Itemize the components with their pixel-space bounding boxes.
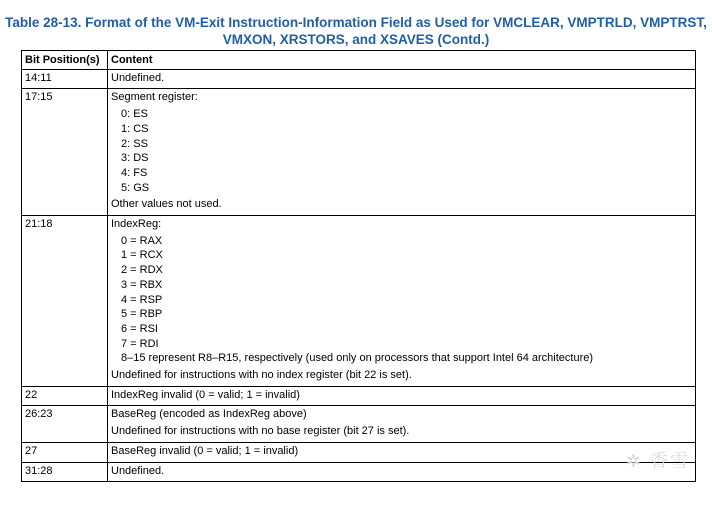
content-line: 5: GS xyxy=(121,181,150,194)
content-line: Other values not used. xyxy=(111,198,222,211)
content-line: IndexReg: xyxy=(111,218,162,231)
content-line: 5 = RBP xyxy=(121,308,163,321)
content-cell xyxy=(108,442,696,462)
bit-cell: 21:18 xyxy=(22,216,108,387)
content-line: 0: ES xyxy=(121,108,148,121)
content-cell xyxy=(108,216,696,387)
content-line: 7 = RDI xyxy=(121,337,159,350)
content-line: Undefined for instructions with no index register (bit 22 is set). xyxy=(111,369,412,382)
content-cell xyxy=(108,89,696,216)
content-line: 2 = RDX xyxy=(121,264,163,277)
bit-cell: 31:28 xyxy=(22,462,108,482)
header-bit-position: Bit Position(s) xyxy=(22,51,108,70)
content-line: 1: CS xyxy=(121,122,149,135)
title-line-1: Table 28-13. Format of the VM-Exit Instruction-Information Field as Used for VMCLEAR, VMPTRLD, VMPTRST, xyxy=(5,15,707,30)
table-row xyxy=(22,442,696,462)
content-line: BaseReg (encoded as IndexReg above) xyxy=(111,408,307,421)
content-line: Undefined. xyxy=(111,71,165,84)
table-title xyxy=(0,14,712,48)
content-line: 3 = RBX xyxy=(121,278,163,291)
content-line: 4 = RSP xyxy=(121,293,163,306)
content-line: Undefined for instructions with no base register (bit 27 is set). xyxy=(111,425,410,438)
table-row xyxy=(22,406,696,442)
bit-cell: 22 xyxy=(22,386,108,406)
table-row xyxy=(22,386,696,406)
title-line-2: VMXON, XRSTORS, and XSAVES (Contd.) xyxy=(222,32,490,47)
content-line: 8–15 represent R8–R15, respectively (used only on processors that support Intel 64 architecture) xyxy=(121,352,594,365)
bit-cell: 27 xyxy=(22,442,108,462)
table-row xyxy=(22,462,696,482)
content-line: 4: FS xyxy=(121,166,148,179)
table-row xyxy=(22,69,696,89)
content-line: BaseReg invalid (0 = valid; 1 = invalid) xyxy=(111,444,299,457)
watermark-logo: ✲ 香雪 xyxy=(625,451,690,471)
bit-cell: 17:15 xyxy=(22,89,108,216)
content-line: Segment register: xyxy=(111,91,198,104)
header-content: Content xyxy=(108,51,696,70)
content-cell xyxy=(108,386,696,406)
table-row xyxy=(22,89,696,216)
content-cell xyxy=(108,406,696,442)
bit-cell: 26:23 xyxy=(22,406,108,442)
content-line: 1 = RCX xyxy=(121,249,163,262)
content-line: 6 = RSI xyxy=(121,322,158,335)
bit-format-table xyxy=(21,50,696,482)
content-line: IndexReg invalid (0 = valid; 1 = invalid) xyxy=(111,388,300,401)
content-line: Undefined. xyxy=(111,464,165,477)
header-row xyxy=(22,51,696,70)
content-line: 0 = RAX xyxy=(121,234,163,247)
content-cell xyxy=(108,69,696,89)
content-line: 3: DS xyxy=(121,152,149,165)
content-cell xyxy=(108,462,696,482)
content-line: 2: SS xyxy=(121,137,148,150)
bit-cell: 14:11 xyxy=(22,69,108,89)
table-row xyxy=(22,216,696,387)
